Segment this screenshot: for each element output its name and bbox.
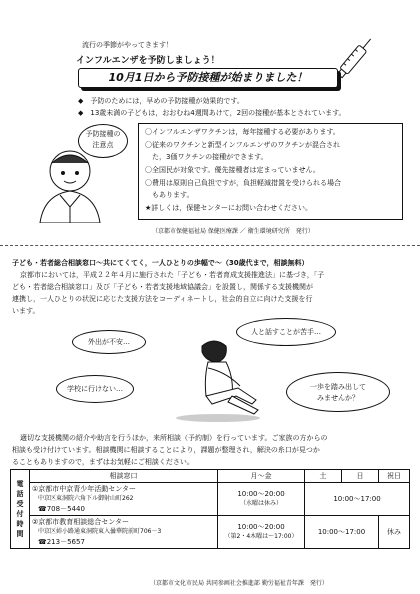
center-2-holiday: 休み bbox=[379, 516, 410, 549]
sitting-youth-illustration bbox=[168, 338, 268, 424]
center-1-weekday-time: 10:00～20:00 bbox=[237, 490, 285, 498]
bubble-line-1: 予防接種の bbox=[85, 130, 121, 138]
side-char-3: 受 bbox=[16, 500, 24, 508]
consultation-title: 子ども・若者総合相談窓口～共にてくてく，一人ひとりの歩幅で～（30歳代まで，相談無料） bbox=[12, 259, 309, 267]
side-char-1: 電 bbox=[16, 480, 24, 488]
worry-cloud-talking: 人と話すことが苦手… bbox=[236, 318, 336, 346]
header-holiday: 祝日 bbox=[379, 470, 410, 483]
center-1-weekend-hours: 10:00～17:00 bbox=[305, 483, 410, 516]
table-header-row bbox=[11, 470, 410, 483]
side-char-2: 話 bbox=[16, 490, 24, 498]
center-1-cell bbox=[30, 483, 218, 516]
header-window: 相談窓口 bbox=[30, 470, 218, 483]
center-2-address: 中京区姉小路通東洞院東入曇華院前町706－3 bbox=[38, 528, 162, 535]
side-char-4: 付 bbox=[16, 510, 24, 518]
table-row bbox=[11, 516, 410, 549]
side-char-5: 時 bbox=[16, 520, 24, 528]
center-2-weekday-note: （第2・4木曜は～17:00） bbox=[224, 533, 298, 540]
encouragement-cloud bbox=[286, 372, 390, 412]
center-1-name: ①京都市中京青少年活動センター bbox=[32, 485, 136, 493]
center-1-weekday-hours bbox=[218, 483, 305, 516]
note-2a: 〇従来のワクチンと新型インフルエンザのワクチンが混合され bbox=[145, 141, 341, 149]
intro-line-2: ども・若者総合相談窓口」及び「子ども・若者支援地域協議会」を設置し，関係する支援機関が bbox=[12, 283, 313, 291]
worry-cloud-school: 学校に行けない… bbox=[56, 375, 134, 403]
header-weekday: 月～金 bbox=[218, 470, 305, 483]
doctor-illustration bbox=[20, 145, 120, 223]
header-sunday: 日 bbox=[342, 470, 379, 483]
table-row bbox=[11, 483, 410, 516]
encouragement-line-1: 一歩を踏み出して bbox=[310, 383, 366, 391]
body-line-2: 相談も受け付けています。相談機関に相談することにより，課題が整理され，解決の糸口が見つか bbox=[12, 446, 320, 454]
bullet-2: ◆ 13歳未満の子どもは，おおむね4週間あけて，2回の接種が基本とされています。 bbox=[78, 109, 346, 117]
center-2-weekend-hours: 10:00～17:00 bbox=[305, 516, 379, 549]
center-1-weekday-note: （水曜は休み） bbox=[239, 500, 282, 507]
worry-cloud-going-out: 外出が不安… bbox=[72, 330, 146, 354]
bullet-1-text: 予防のためには，早めの予防接種が効果的です。 bbox=[90, 97, 244, 105]
center-2-name: ②京都市教育相談総合センター bbox=[32, 518, 129, 526]
note-4a: 〇費用は原則自己負担ですが，負担軽減措置を受けられる場合 bbox=[145, 179, 341, 187]
encouragement-line-2: みませんか？ bbox=[317, 394, 359, 402]
headline: インフルエンザを予防しましょう！ bbox=[76, 56, 220, 66]
body-line-3: ることもありますので，まずはお気軽にご相談ください。 bbox=[12, 458, 194, 466]
center-2-phone: ☎213－5657 bbox=[38, 538, 85, 546]
section-divider bbox=[0, 245, 420, 246]
header-saturday: 土 bbox=[305, 470, 342, 483]
intro-line-3: 連携し，一人ひとりの状況に応じた支援方法をコーディネートし，社会的自立に向けた支援を行 bbox=[12, 295, 313, 303]
side-char-6: 間 bbox=[16, 530, 24, 538]
vaccine-notes-box bbox=[138, 123, 403, 220]
center-1-phone: ☎708－5440 bbox=[38, 505, 85, 513]
center-2-cell bbox=[30, 516, 218, 549]
intro-line-4: います。 bbox=[12, 307, 40, 315]
center-2-weekday-hours bbox=[218, 516, 305, 549]
bubble-line-2: 注意点 bbox=[92, 141, 114, 149]
consultation-hours-table bbox=[10, 469, 410, 549]
note-2b: た，3価ワクチンの接種ができます。 bbox=[145, 153, 268, 161]
flyer2-publisher: （京都市文化市民局 共同参画社会推進部 勤労福祉青年課 発行） bbox=[150, 580, 328, 587]
intro-line-1: 京都市においては，平成２２年４月に施行された「子ども・若者育成支援推進法」に基づき，「子 bbox=[20, 271, 325, 279]
tagline: 流行の季節がやってきます！ bbox=[82, 41, 173, 49]
center-2-weekday-time: 10:00～20:00 bbox=[237, 523, 285, 531]
note-5: ★詳しくは，保健センターにお問い合わせください。 bbox=[145, 204, 312, 212]
flyer1-publisher: （京都市保健福祉局 保健医療課 ／ 衛生環境研究所 発行） bbox=[152, 228, 314, 235]
vaccination-start-banner: 10月1日から予防接種が始まりました！ bbox=[78, 68, 338, 88]
note-3: 〇全国民が対象です。優先接種者は定まっていません。 bbox=[145, 166, 320, 174]
body-line-1: 適切な支援機関の紹介や助言を行うほか，来所相談（予約制）を行っています。ご家族の方からの bbox=[20, 434, 328, 442]
note-4b: もあります。 bbox=[145, 191, 194, 199]
bullet-1: ◆ 予防のためには，早めの予防接種が効果的です。 bbox=[78, 97, 244, 105]
bullet-2-text: 13歳未満の子どもは，おおむね4週間あけて，2回の接種が基本とされています。 bbox=[90, 109, 346, 117]
note-1: 〇インフルエンザワクチンは，毎年接種する必要があります。 bbox=[145, 128, 340, 136]
phone-hours-label bbox=[11, 470, 30, 549]
center-1-address: 中京区東洞院六角下ル御射山町262 bbox=[38, 495, 134, 502]
